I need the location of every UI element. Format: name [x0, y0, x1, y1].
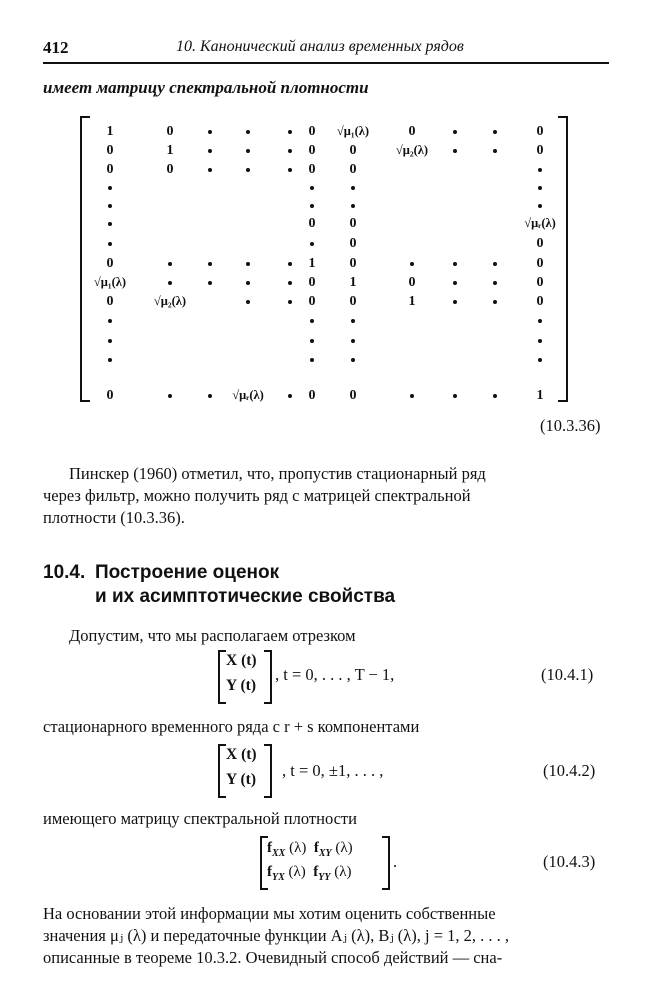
matrix-entry-sqrt-mur: √μᵣ(λ): [524, 216, 556, 230]
eq2-right-bracket: [264, 744, 272, 798]
matrix-entry-zero: 0: [106, 256, 114, 271]
eq2-number: (10.4.2): [543, 761, 596, 780]
matrix-entry-zero: 0: [349, 236, 357, 251]
matrix-entry-sqrt-mur: √μᵣ(λ): [232, 388, 264, 402]
matrix-entry-zero: 0: [308, 143, 316, 158]
matrix-dot: [538, 168, 542, 172]
matrix-entry-zero: 0: [536, 124, 544, 139]
matrix-dot: [453, 262, 457, 266]
matrix-dot: [351, 204, 355, 208]
matrix-dot: [410, 262, 414, 266]
matrix-dot: [246, 130, 250, 134]
matrix-dot: [310, 319, 314, 323]
matrix-entry-one: 1: [408, 294, 416, 309]
matrix-dot: [208, 168, 212, 172]
matrix-entry-zero: 0: [536, 143, 544, 158]
matrix-dot: [351, 319, 355, 323]
matrix-dot: [288, 168, 292, 172]
eq2-range: , t = 0, ±1, . . . ,: [282, 761, 384, 780]
pinsker-line-1: Пинскер (1960) отметил, что, пропустив стационарный ряд: [69, 464, 486, 483]
matrix-dot: [208, 281, 212, 285]
matrix-dot: [246, 300, 250, 304]
matrix-dot: [538, 339, 542, 343]
matrix-entry-zero: 0: [349, 143, 357, 158]
matrix-dot: [493, 300, 497, 304]
matrix-dot: [108, 358, 112, 362]
matrix-entry-zero: 0: [349, 294, 357, 309]
matrix-entry-zero: 0: [106, 388, 114, 403]
page-number: 412: [43, 38, 69, 57]
eq3-right-bracket: [382, 836, 390, 890]
matrix-left-bracket: [80, 116, 90, 402]
matrix-dot: [108, 339, 112, 343]
matrix-dot: [288, 130, 292, 134]
text-having: имеющего матрицу спектральной плотности: [43, 809, 357, 828]
section-title-line2: и их асимптотические свойства: [95, 586, 396, 607]
matrix-dot: [208, 394, 212, 398]
matrix-dot: [493, 149, 497, 153]
matrix-dot: [208, 130, 212, 134]
matrix-entry-zero: 0: [308, 275, 316, 290]
matrix-dot: [493, 262, 497, 266]
matrix-entry-zero: 0: [106, 143, 114, 158]
matrix-entry-zero: 0: [408, 275, 416, 290]
final-line-1: На основании этой информации мы хотим оценить собственные: [43, 904, 496, 923]
matrix-entry-zero: 0: [536, 256, 544, 271]
text-assume: Допустим, что мы располагаем отрезком: [69, 626, 356, 645]
matrix-entry-sqrt-mu2: √μ₂(λ): [153, 294, 187, 308]
matrix-dot: [246, 281, 250, 285]
matrix-dot: [310, 339, 314, 343]
spectral-density-matrix: [0, 0, 650, 420]
text-stationary: стационарного временного ряда с r + s компонентами: [43, 717, 420, 736]
eq2-bottom: Y (t): [226, 771, 256, 788]
matrix-dot: [538, 358, 542, 362]
matrix-entry-one: 1: [308, 256, 316, 271]
matrix-dot: [108, 204, 112, 208]
matrix-dot: [538, 319, 542, 323]
eq3-row1: $f_{XX}$ (λ) $f_{XY}$ (λ): [267, 840, 353, 859]
matrix-entry-zero: 0: [349, 388, 357, 403]
matrix-entry-one: 1: [349, 275, 357, 290]
matrix-dot: [351, 358, 355, 362]
matrix-dot: [410, 394, 414, 398]
matrix-dot: [493, 130, 497, 134]
pinsker-line-2: через фильтр, можно получить ряд с матрицей спектральной: [43, 486, 471, 505]
intro-line: имеет матрицу спектральной плотности: [43, 78, 369, 97]
matrix-entry-zero: 0: [166, 162, 174, 177]
eq3-row2: $f_{YX}$ (λ) $f_{YY}$ (λ): [267, 864, 352, 883]
matrix-entry-zero: 0: [536, 294, 544, 309]
matrix-entry-zero: 0: [308, 216, 316, 231]
matrix-dot: [288, 262, 292, 266]
eq1-range: , t = 0, . . . , T − 1,: [275, 665, 395, 684]
matrix-dot: [246, 168, 250, 172]
matrix-dot: [208, 149, 212, 153]
matrix-entry-zero: 0: [308, 162, 316, 177]
matrix-dot: [453, 281, 457, 285]
matrix-entry-zero: 0: [106, 294, 114, 309]
matrix-dot: [108, 242, 112, 246]
section-number: 10.4.: [43, 562, 86, 583]
matrix-dot: [108, 222, 112, 226]
matrix-dot: [288, 281, 292, 285]
eq1-number: (10.4.1): [541, 665, 594, 684]
final-line-3: описанные в теореме 10.3.2. Очевидный способ действий — сна-: [43, 948, 503, 967]
eq1-left-bracket: [218, 650, 226, 704]
matrix-entry-zero: 0: [349, 162, 357, 177]
eq1-right-bracket: [264, 650, 272, 704]
matrix-dot: [208, 262, 212, 266]
eq1-top: X (t): [226, 652, 257, 669]
matrix-entry-zero: 0: [308, 294, 316, 309]
running-title: 10. Канонический анализ временных рядов: [176, 38, 464, 55]
matrix-dot: [246, 262, 250, 266]
matrix-dot: [108, 186, 112, 190]
matrix-dot: [310, 358, 314, 362]
matrix-entry-sqrt-mu1: √μ₁(λ): [336, 124, 370, 138]
matrix-entry-zero: 0: [308, 388, 316, 403]
matrix-dot: [288, 300, 292, 304]
matrix-dot: [288, 394, 292, 398]
eq1-bottom: Y (t): [226, 677, 256, 694]
eq3-number: (10.4.3): [543, 852, 596, 871]
matrix-dot: [453, 130, 457, 134]
matrix-entry-zero: 0: [349, 256, 357, 271]
eq3-tail: .: [393, 852, 398, 871]
matrix-dot: [168, 262, 172, 266]
matrix-dot: [538, 186, 542, 190]
eq2-top: X (t): [226, 746, 257, 763]
matrix-dot: [168, 394, 172, 398]
matrix-entry-zero: 0: [536, 275, 544, 290]
eq2-left-bracket: [218, 744, 226, 798]
matrix-dot: [453, 394, 457, 398]
section-title-line1: Построение оценок: [95, 562, 280, 583]
matrix-entry-zero: 0: [308, 124, 316, 139]
matrix-dot: [351, 339, 355, 343]
matrix-dot: [288, 149, 292, 153]
matrix-dot: [168, 281, 172, 285]
matrix-dot: [351, 186, 355, 190]
matrix-entry-zero: 0: [166, 124, 174, 139]
matrix-dot: [108, 319, 112, 323]
matrix-entry-one: 1: [166, 143, 174, 158]
matrix-entry-zero: 0: [106, 162, 114, 177]
matrix-entry-zero: 0: [349, 216, 357, 231]
matrix-dot: [493, 394, 497, 398]
matrix-dot: [538, 204, 542, 208]
matrix-entry-one: 1: [106, 124, 114, 139]
matrix-dot: [453, 300, 457, 304]
matrix-dot: [493, 281, 497, 285]
matrix-entry-zero: 0: [408, 124, 416, 139]
matrix-entry-zero: 0: [536, 236, 544, 251]
matrix-dot: [453, 149, 457, 153]
matrix-equation-number: (10.3.36): [540, 416, 601, 435]
matrix-entry-sqrt-mu1: √μ₁(λ): [93, 275, 127, 289]
matrix-dot: [310, 186, 314, 190]
matrix-entry-one: 1: [536, 388, 544, 403]
matrix-right-bracket: [558, 116, 568, 402]
matrix-dot: [310, 242, 314, 246]
pinsker-line-3: плотности (10.3.36).: [43, 508, 185, 527]
matrix-entry-sqrt-mu2: √μ₂(λ): [395, 143, 429, 157]
matrix-dot: [246, 149, 250, 153]
matrix-dot: [310, 204, 314, 208]
final-line-2: значения μⱼ (λ) и передаточные функции Aⱼ (λ), Bⱼ (λ), j = 1, 2, . . . ,: [43, 926, 510, 945]
